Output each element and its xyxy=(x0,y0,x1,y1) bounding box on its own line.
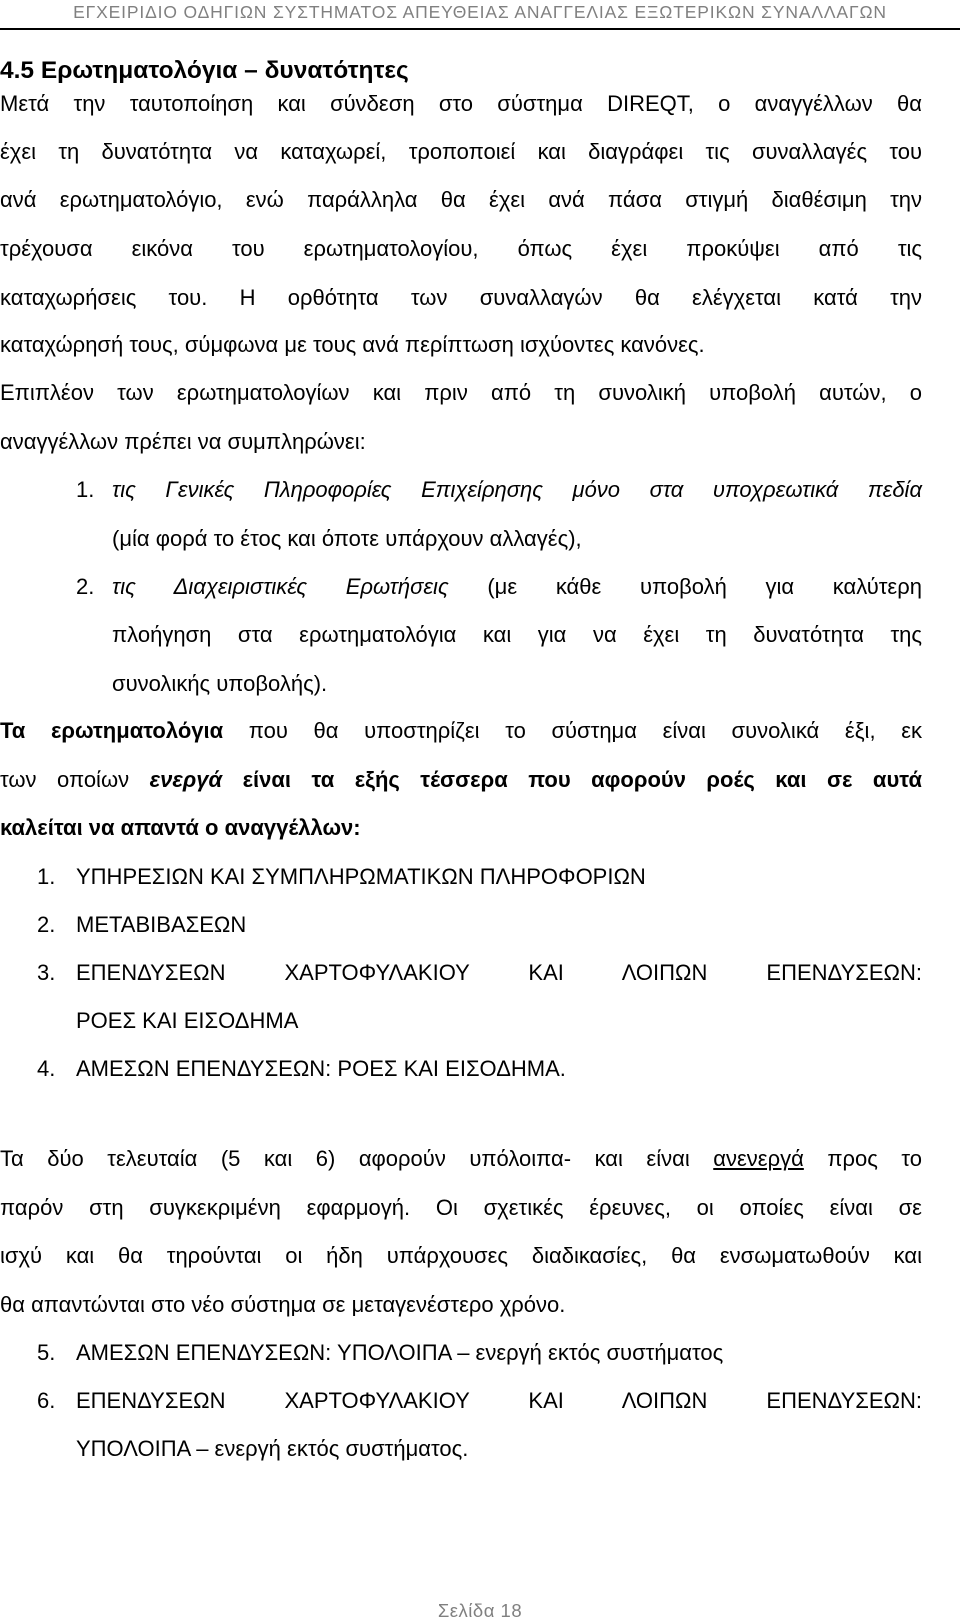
intro-line: αναγγέλλων πρέπει να συμπληρώνει: xyxy=(0,429,366,454)
remaining-line: ισχύ και θα τηρούνται οι ήδη υπάρχουσες διαδικασίες, θα ενσωματωθούν και xyxy=(0,1243,922,1268)
questionnaire-item: ΑΜΕΣΩΝ ΕΠΕΝΔΥΣΕΩΝ: ΡΟΕΣ ΚΑΙ ΕΙΣΟΔΗΜΑ. xyxy=(76,1056,566,1081)
intro-line: ανά ερωτηματολόγιο, ενώ παράλληλα θα έχει ανά πάσα στιγμή διαθέσιμη την xyxy=(0,187,922,212)
list-item-text: πλοήγηση στα ερωτηματολόγια και για να έχει τη δυνατότητα της xyxy=(112,622,922,647)
intro-line: έχει τη δυνατότητα να καταχωρεί, τροποποιεί και διαγράφει τις συναλλαγές του xyxy=(0,139,922,164)
list-item-text: συνολικής υποβολής). xyxy=(112,671,328,696)
summary-emphasis: ενεργά xyxy=(149,767,223,792)
intro-line: καταχωρήσεις του. Η ορθότητα των συναλλαγών θα ελέγχεται κατά την xyxy=(0,285,922,310)
list-number: 3. xyxy=(37,960,56,985)
list-item-emphasis: τις Διαχειριστικές Ερωτήσεις xyxy=(112,574,449,599)
list-number: 2. xyxy=(37,912,56,937)
page-number: Σελίδα 18 xyxy=(437,1600,523,1621)
intro-line: Μετά την ταυτοποίηση και σύνδεση στο σύστημα DIREQT, ο αναγγέλλων θα xyxy=(0,91,922,116)
intro-line: Επιπλέον των ερωτηματολογίων και πριν από τη συνολική υποβολή αυτών, ο xyxy=(0,380,922,405)
section-title: 4.5 Ερωτηματολόγια – δυνατότητες xyxy=(0,57,409,84)
list-item-rest: (με κάθε υποβολή για καλύτερη xyxy=(448,574,922,599)
header-rule xyxy=(0,28,960,30)
list-number: 6. xyxy=(37,1388,56,1413)
intro-line: καταχώρησή τους, σύμφωνα με τους ανά περίπτωση ισχύοντες κανόνες. xyxy=(0,332,705,357)
summary-text: των οποίων xyxy=(0,767,150,792)
questionnaire-item: ΕΠΕΝΔΥΣΕΩΝ ΧΑΡΤΟΦΥΛΑΚΙΟΥ ΚΑΙ ΛΟΙΠΩΝ ΕΠΕΝΔΥΣΕΩΝ: xyxy=(76,960,922,985)
questionnaire-item: ΕΠΕΝΔΥΣΕΩΝ ΧΑΡΤΟΦΥΛΑΚΙΟΥ ΚΑΙ ΛΟΙΠΩΝ ΕΠΕΝΔΥΣΕΩΝ: xyxy=(76,1388,922,1413)
remaining-line xyxy=(0,1146,922,1172)
questionnaire-item: ΥΠΗΡΕΣΙΩΝ ΚΑΙ ΣΥΜΠΛΗΡΩΜΑΤΙΚΩΝ ΠΛΗΡΟΦΟΡΙΩΝ xyxy=(76,864,646,889)
remaining-emphasis: ανενεργά xyxy=(713,1146,804,1171)
list-item-text: (μία φορά το έτος και όποτε υπάρχουν αλλαγές), xyxy=(112,526,582,551)
remaining-line: θα απαντώνται στο νέο σύστημα σε μεταγενέστερο χρόνο. xyxy=(0,1292,566,1317)
remaining-line: παρόν στη συγκεκριμένη εφαρμογή. Οι σχετικές έρευνες, οι οποίες είναι σε xyxy=(0,1195,922,1220)
questionnaire-item: ΥΠΟΛΟΙΠΑ – ενεργή εκτός συστήματος. xyxy=(76,1436,469,1461)
summary-emphasis: Τα ερωτηματολόγια xyxy=(0,718,224,743)
summary-line xyxy=(0,767,922,793)
intro-line: τρέχουσα εικόνα του ερωτηματολογίου, όπως έχει προκύψει από τις xyxy=(0,236,922,261)
remaining-text: Τα δύο τελευταία (5 και 6) αφορούν υπόλοιπα- και είναι xyxy=(0,1146,714,1171)
list-number: 4. xyxy=(37,1056,56,1081)
list-item-text xyxy=(112,574,922,600)
summary-text: που θα υποστηρίζει το σύστημα είναι συνολικά έξι, εκ xyxy=(223,718,922,743)
page-header: ΕΓΧΕΙΡΙΔΙΟ ΟΔΗΓΙΩΝ ΣΥΣΤΗΜΑΤΟΣ ΑΠΕΥΘΕΙΑΣ ΑΝΑΓΓΕΛΙΑΣ ΕΞΩΤΕΡΙΚΩΝ ΣΥΝΑΛΛΑΓΩΝ xyxy=(73,2,887,22)
questionnaire-item: ΜΕΤΑΒΙΒΑΣΕΩΝ xyxy=(76,912,247,937)
questionnaire-item: ΑΜΕΣΩΝ ΕΠΕΝΔΥΣΕΩΝ: ΥΠΟΛΟΙΠΑ – ενεργή εκτός συστήματος xyxy=(76,1340,724,1365)
list-item-text: τις Γενικές Πληροφορίες Επιχείρησης μόνο στα υποχρεωτικά πεδία xyxy=(112,477,922,502)
list-number: 5. xyxy=(37,1340,56,1365)
summary-emphasis: είναι τα εξής τέσσερα που αφορούν ροές και σε αυτά xyxy=(222,767,922,792)
questionnaire-item: ΡΟΕΣ ΚΑΙ ΕΙΣΟΔΗΜΑ xyxy=(76,1008,299,1033)
summary-line xyxy=(0,718,922,744)
summary-line: καλείται να απαντά ο αναγγέλλων: xyxy=(0,815,361,840)
list-number: 2. xyxy=(76,574,95,599)
list-number: 1. xyxy=(37,864,56,889)
remaining-text: προς το xyxy=(803,1146,922,1171)
list-number: 1. xyxy=(76,477,95,502)
